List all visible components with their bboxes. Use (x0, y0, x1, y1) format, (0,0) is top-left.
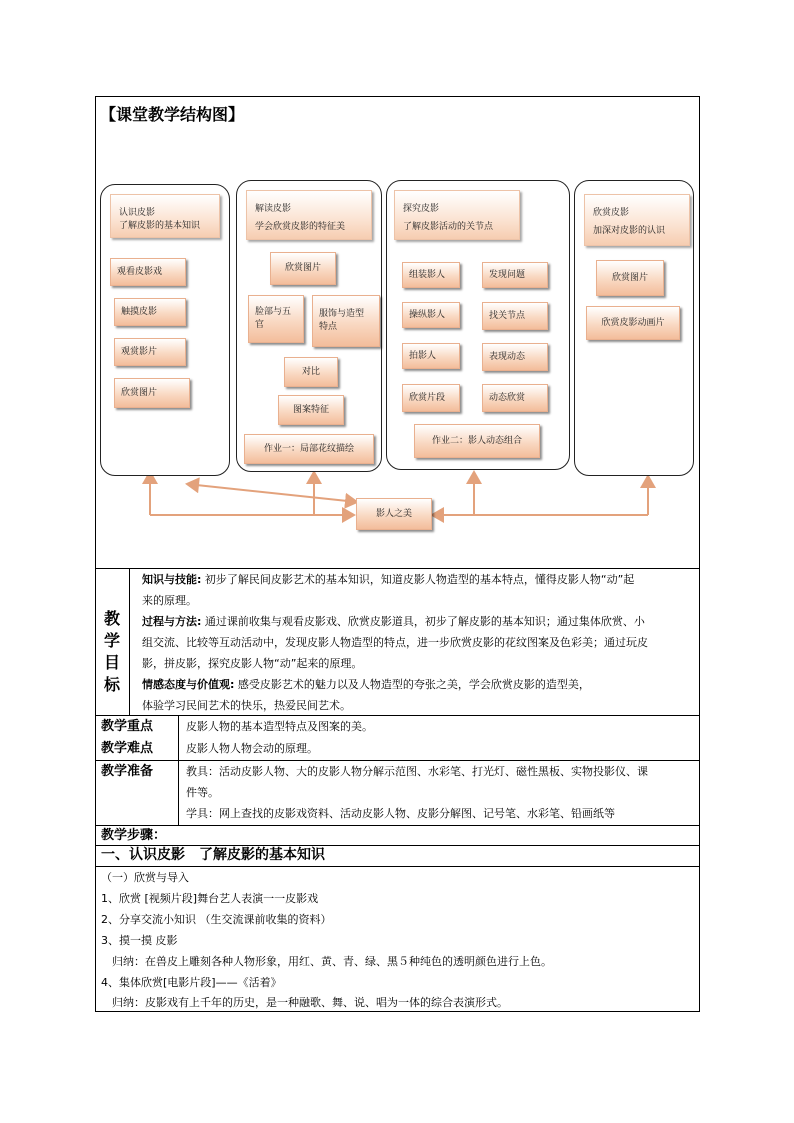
panel4-header-line1: 欣赏皮影 (593, 208, 630, 218)
objectives-line: 体验学习民间艺术的快乐，热爱民间艺术。 (142, 699, 351, 712)
panel2-header-line2: 学会欣赏皮影的特征美 (255, 222, 346, 232)
steps-label: 教学步骤： (101, 828, 167, 843)
panel3-right-step: 找关节点 (482, 302, 548, 330)
objectives-text: 感受皮影艺术的魅力以及人物造型的夸张之美，学会欣赏皮影的造型美， (234, 678, 590, 691)
panel2-box-left-text: 脸部与五官 (255, 307, 292, 330)
section-title: 一、认识皮影 了解皮影的基本知识 (101, 847, 325, 863)
diagram-title: 【课堂教学结构图】 (100, 105, 245, 124)
objectives-line: 影，拼皮影，探究皮影人物“动”起来的原理。 (142, 657, 363, 670)
steps-line: （一）欣赏与导入 (101, 871, 189, 884)
panel3-header-line1: 探究皮影 (403, 204, 440, 214)
panel2-box-right (312, 295, 380, 347)
panel2-box-right-text: 服饰与造型特点 (319, 309, 365, 332)
steps-line: 3、摸一摸 皮影 (101, 934, 178, 947)
objectives-head-knowledge: 知识与技能: (142, 573, 202, 586)
panel3-header-line2: 了解皮影活动的关节点 (403, 222, 494, 232)
panel4-box-1: 欣赏图片 (596, 260, 664, 296)
panel2-header-line1: 解读皮影 (255, 204, 292, 214)
objectives-line (142, 569, 634, 590)
objectives-text: 初步了解民间皮影艺术的基本知识，知道皮影人物造型的基本特点，懂得皮影人物“动”起 (201, 573, 635, 586)
objectives-label (101, 608, 123, 696)
objectives-text: 通过课前收集与观看皮影戏、欣赏皮影道具，初步了解皮影的基本知识；通过集体欣赏、小 (201, 615, 645, 628)
panel2-box-pattern: 图案特征 (278, 395, 344, 425)
panel3-left-step: 组装影人 (402, 262, 460, 288)
panel3-left-step: 拍影人 (402, 343, 460, 369)
panel1-step: 欣赏图片 (114, 378, 190, 408)
panel2-header (246, 190, 372, 240)
panel3-right-step: 表现动态 (482, 343, 548, 371)
key-points-label: 教学重点 (101, 719, 154, 734)
objectives-line: 来的原理。 (142, 594, 197, 607)
panel2-box-left (248, 295, 304, 343)
panel3-left-step: 操纵影人 (402, 302, 460, 328)
difficulties-text: 皮影人物人物会动的原理。 (186, 742, 318, 755)
preparation-label: 教学准备 (101, 764, 154, 779)
panel3-box-task: 作业二：影人动态组合 (414, 424, 540, 458)
panel4-header-line2: 加深对皮影的认识 (593, 226, 666, 236)
panel4-box-2: 欣赏皮影动画片 (586, 306, 680, 340)
panel1-header (110, 194, 220, 238)
objectives-line: 组交流、比较等互动活动中，发现皮影人物造型的特点，进一步欣赏皮影的花纹图案及色彩美；通过玩皮 (142, 636, 648, 649)
panel1-step: 观看皮影戏 (110, 258, 186, 286)
steps-line: 2、分享交流小知识 （生交流课前收集的资料） (101, 913, 332, 926)
objectives-line (142, 611, 645, 632)
preparation-line: 教具：活动皮影人物、大的皮影人物分解示范图、水彩笔、打光灯、磁性黑板、实物投影仪、课 (186, 765, 648, 778)
center-box: 影人之美 (356, 498, 432, 530)
row-divider (95, 825, 700, 826)
key-points-text: 皮影人物的基本造型特点及图案的美。 (186, 720, 373, 733)
panel1-header-line1: 认识皮影 (119, 208, 156, 218)
panel3-right-step: 动态欣赏 (482, 384, 548, 412)
preparation-line: 件等。 (186, 786, 219, 799)
steps-line: 归纳：皮影戏有上千年的历史，是一种融歌、舞、说、唱为一体的综合表演形式。 (101, 996, 508, 1009)
col-divider (178, 715, 179, 825)
objectives-head-process: 过程与方法: (142, 615, 202, 628)
steps-line: 4、集体欣赏[电影片段]——《活着》 (101, 976, 282, 989)
steps-line: 1、欣赏 [视频片段]舞台艺人表演一一皮影戏 (101, 892, 319, 905)
panel2-box-contrast: 对比 (284, 357, 338, 387)
objectives-label-char: 学 (103, 631, 120, 650)
panel2-box-top: 欣赏图片 (270, 252, 336, 285)
panel3-left-step: 欣赏片段 (402, 384, 460, 412)
panel3-header (394, 190, 520, 240)
panel3-right-step: 发现问题 (482, 262, 548, 288)
objectives-label-char: 目 (103, 653, 120, 672)
panel1-header-line2: 了解皮影的基本知识 (119, 221, 201, 231)
panel2-box-task: 作业一：局部花纹描绘 (244, 434, 374, 464)
steps-line: 归纳：在兽皮上雕刻各种人物形象，用红、黄、青、绿、黑５种纯色的透明颜色进行上色。 (101, 955, 552, 968)
difficulties-label: 教学难点 (101, 741, 154, 756)
preparation-line: 学具：网上查找的皮影戏资料、活动皮影人物、皮影分解图、记号笔、水彩笔、铅画纸等 (186, 807, 615, 820)
objectives-line (142, 674, 590, 695)
objectives-label-char: 标 (103, 675, 120, 694)
panel1-step: 触摸皮影 (114, 298, 186, 326)
objectives-label-char: 教 (103, 609, 120, 628)
panel4-header (584, 194, 690, 246)
objectives-head-emotion: 情感态度与价值观: (142, 678, 235, 691)
panel1-step: 观赏影片 (114, 338, 186, 366)
